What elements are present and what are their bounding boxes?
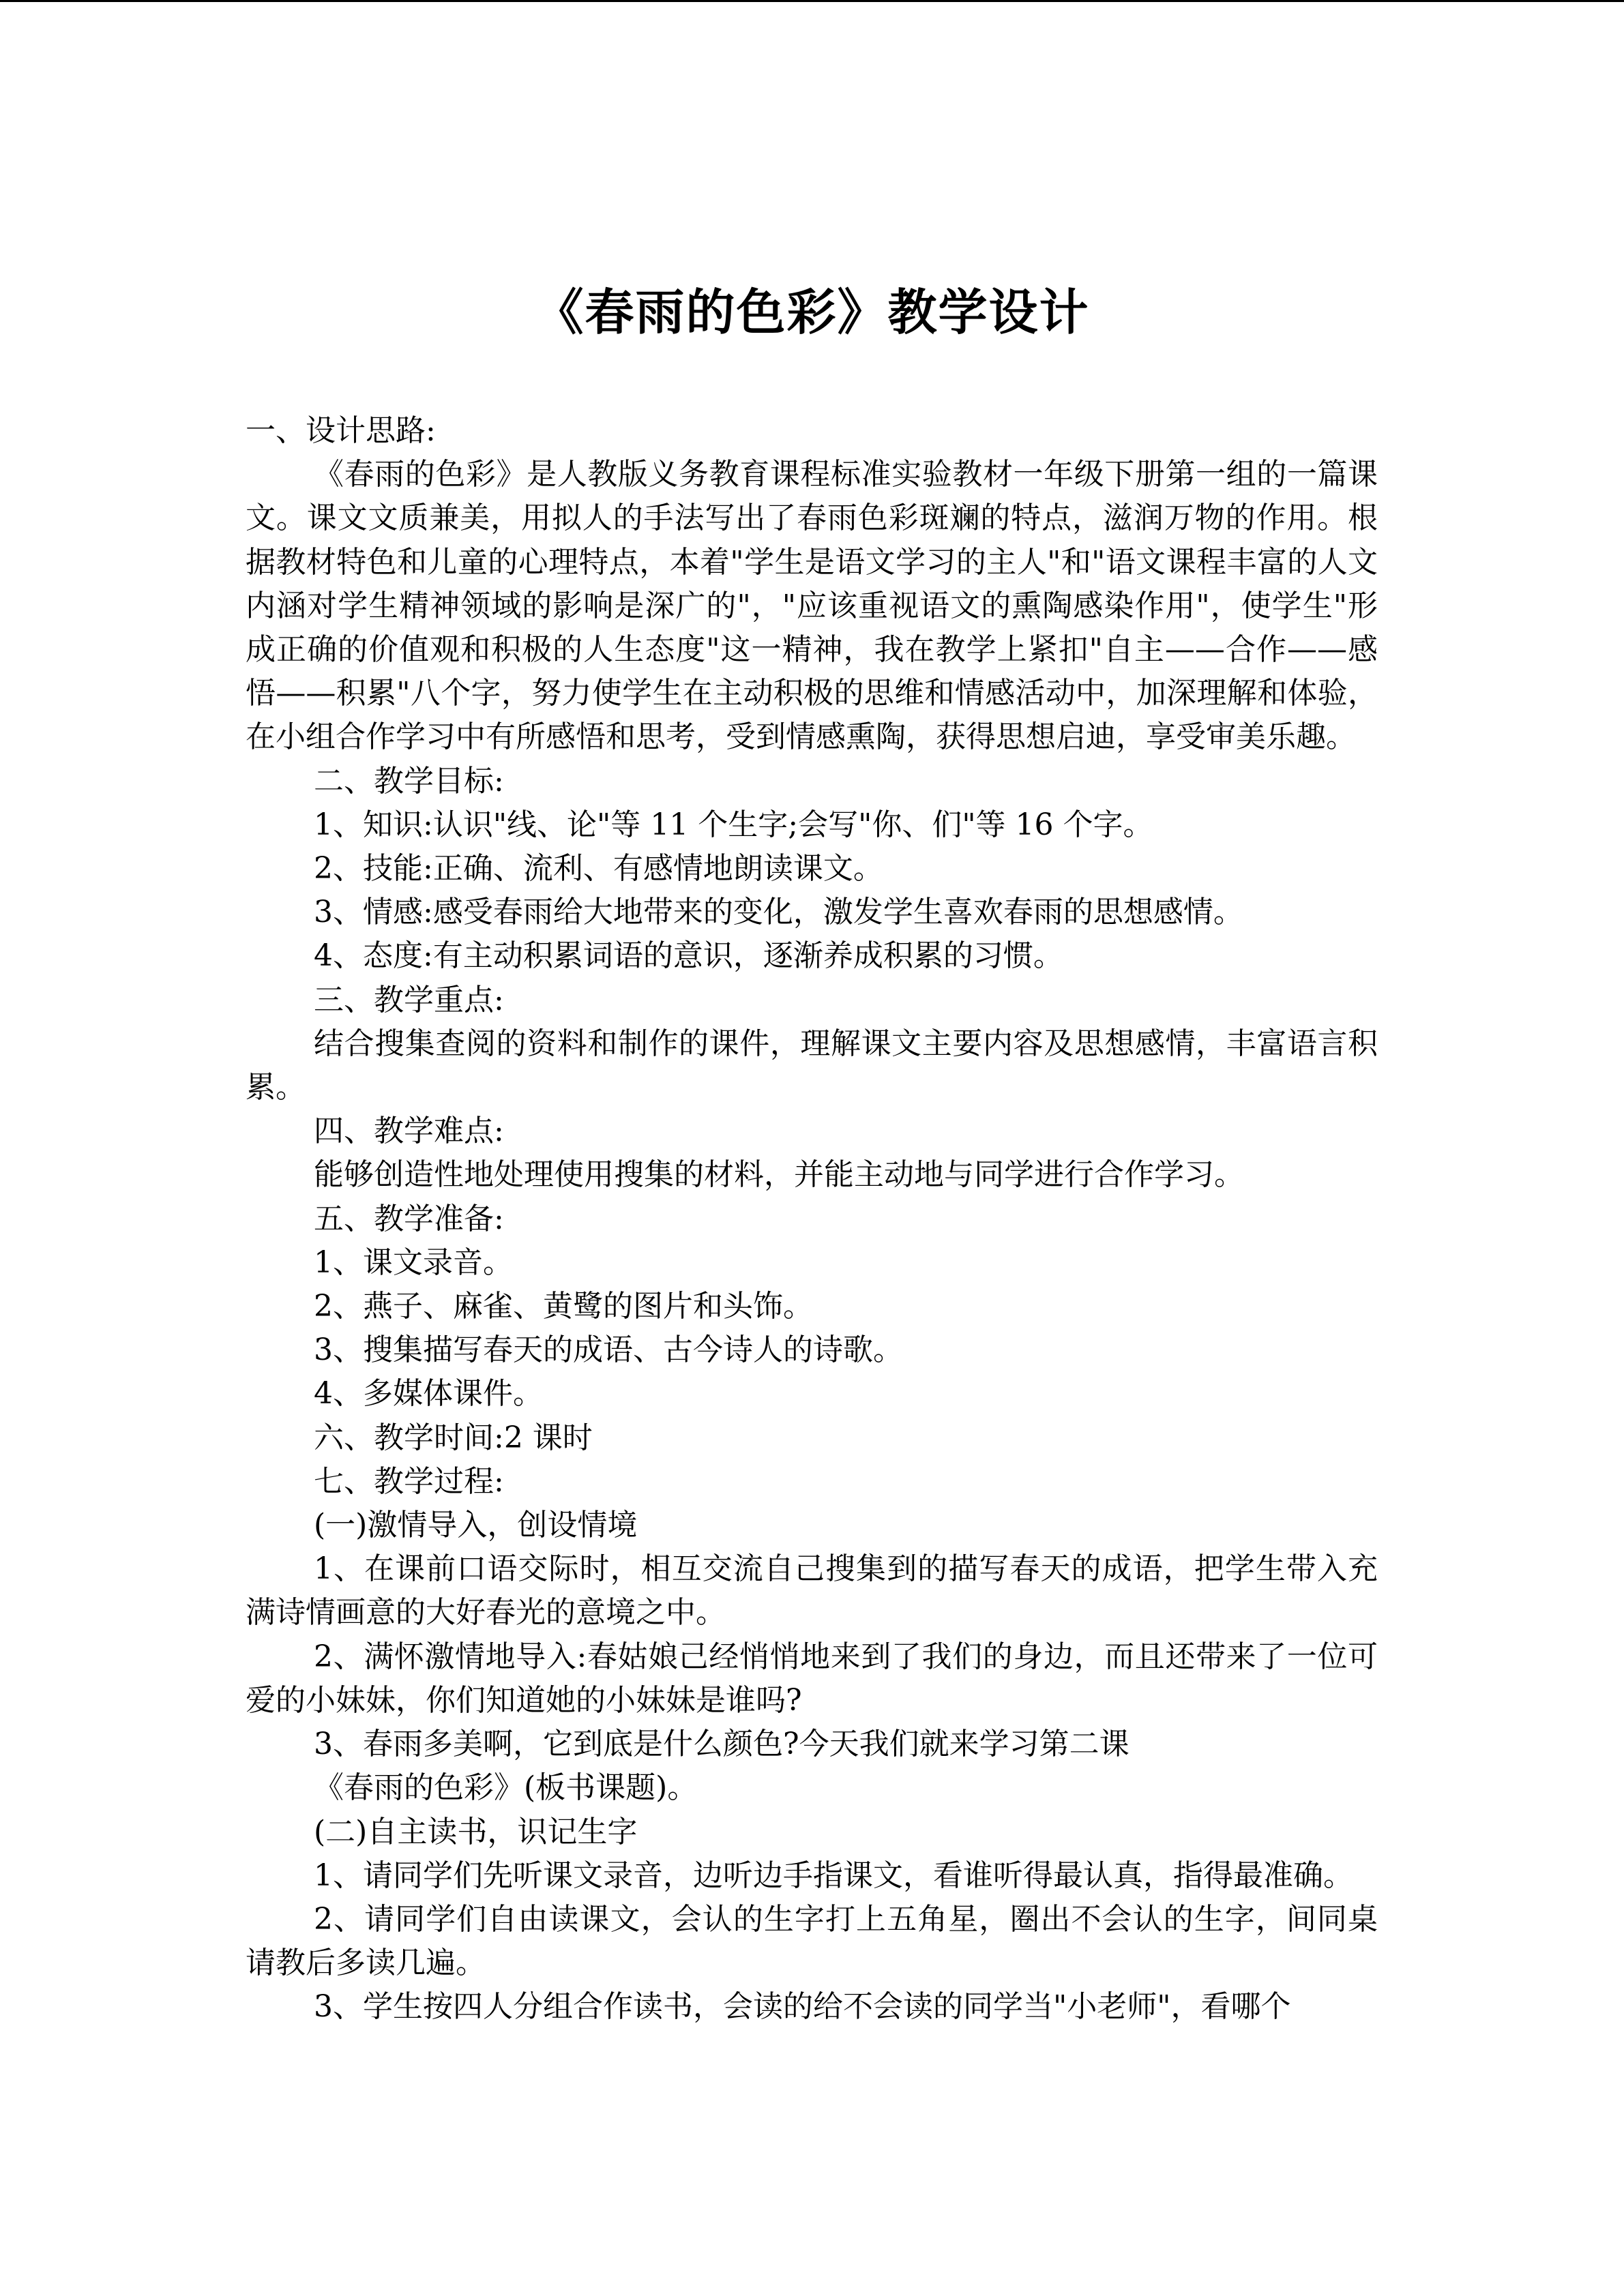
section-heading-teaching-time: 六、教学时间:2 课时 <box>314 1420 593 1455</box>
preparation-item: 2、燕子、麻雀、黄鹭的图片和头饰。 <box>314 1289 813 1324</box>
objective-skill: 2、技能:正确、流利、有感情地朗读课文。 <box>314 851 883 886</box>
document-body <box>246 409 1378 2029</box>
section-heading-objectives: 二、教学目标: <box>314 763 504 799</box>
design-idea-paragraph: 《春雨的色彩》是人教版义务教育课程标准实验教材一年级下册第一组的一篇课文。课文文质兼美，用拟人的手法写出了春雨色彩斑斓的特点，滋润万物的作用。根据教材特色和儿童的心理特点，本着"学生是语文学习的主人"和"语文课程丰富的人文内涵对学生精神领域的影响是深广的"，"应该重视语文的熏陶感染作用"，使学生"形成正确的价值观和积极的人生态度"这一精神，我在教学上紧扣"自主——合作——感悟——积累"八个字，努力使学生在主动积极的思维和情感活动中，加深理解和体验，在小组合作学习中有所感悟和思考，受到情感熏陶，获得思想启迪，享受审美乐趣。 <box>246 457 1378 755</box>
preparation-item: 3、搜集描写春天的成语、古今诗人的诗歌。 <box>314 1332 903 1368</box>
difficulties-paragraph: 能够创造性地处理使用搜集的材料，并能主动地与同学进行合作学习。 <box>314 1157 1244 1193</box>
key-points-paragraph: 结合搜集查阅的资料和制作的课件，理解课文主要内容及思想感情，丰富语言积累。 <box>246 1026 1378 1105</box>
section-heading-teaching-process: 七、教学过程: <box>314 1463 504 1499</box>
section-heading-preparation: 五、教学准备: <box>314 1201 504 1236</box>
subsection-heading-self-reading: (二)自主读书，识记生字 <box>314 1814 638 1849</box>
section-heading-difficulties: 四、教学难点: <box>314 1114 504 1149</box>
process-step: 3、学生按四人分组合作读书，会读的给不会读的同学当"小老师"，看哪个 <box>314 1989 1291 2025</box>
objective-knowledge: 1、知识:认识"线、论"等 11 个生字;会写"你、们"等 16 个字。 <box>314 807 1153 842</box>
preparation-item: 4、多媒体课件。 <box>314 1376 543 1412</box>
process-step: 1、请同学们先听课文录音，边听边手指课文，看谁听得最认真，指得最准确。 <box>314 1858 1353 1893</box>
process-step: 3、春雨多美啊，它到底是什么颜色?今天我们就来学习第二课 <box>314 1727 1130 1762</box>
document-title: 《春雨的色彩》教学设计 <box>534 283 1090 342</box>
section-heading-key-points: 三、教学重点: <box>314 982 504 1017</box>
objective-attitude: 4、态度:有主动积累词语的意识，逐渐养成积累的习惯。 <box>314 938 1063 974</box>
preparation-item: 1、课文录音。 <box>314 1244 513 1280</box>
process-step: 2、满怀激情地导入:春姑娘己经悄悄地来到了我们的身边，而且还带来了一位可爱的小妹妹，你们知道她的小妹妹是谁吗? <box>246 1639 1378 1718</box>
process-step: 2、请同学们自由读课文，会认的生字打上五角星，圈出不会认的生字，间同桌请教后多读几遍。 <box>246 1901 1378 1981</box>
subsection-heading-introduction: (一)激情导入，创设情境 <box>314 1508 638 1543</box>
page-top-border <box>0 0 1624 2</box>
objective-emotion: 3、情感:感受春雨给大地带来的变化，激发学生喜欢春雨的思想感情。 <box>314 895 1243 930</box>
process-step: 1、在课前口语交际时，相互交流自己搜集到的描写春天的成语，把学生带入充满诗情画意的大好春光的意境之中。 <box>246 1551 1378 1630</box>
section-heading-design-idea: 一、设计思路: <box>246 413 436 448</box>
process-step-continuation: 《春雨的色彩》(板书课题)。 <box>314 1770 698 1806</box>
